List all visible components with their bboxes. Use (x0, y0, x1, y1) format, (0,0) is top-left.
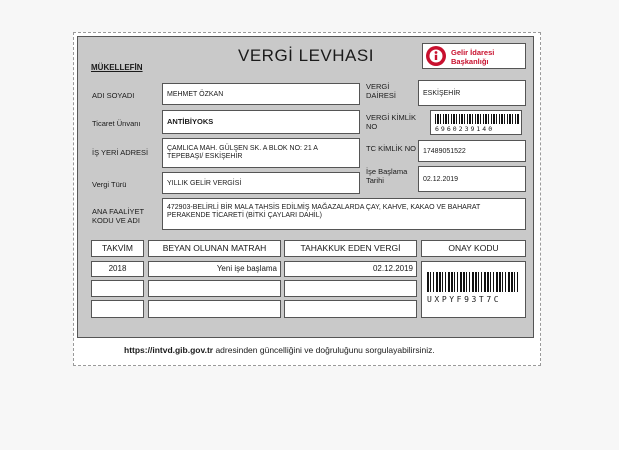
vergi-turu-label: Vergi Türü (92, 180, 127, 189)
isyeri-adresi-label: İŞ YERİ ADRESİ (92, 148, 149, 157)
faaliyet-label: ANA FAALİYET KODU VE ADI (92, 207, 144, 225)
row3-takvim (91, 300, 144, 318)
row1-takvim: 2018 (91, 261, 144, 277)
row3-tahakkuk (284, 300, 417, 318)
footer-note (124, 345, 435, 355)
ticaret-unvani-value: ANTİBİYOKS (162, 110, 360, 134)
vergi-dairesi-value: ESKİŞEHİR (418, 80, 526, 106)
isyeri-adresi-value: ÇAMLICA MAH. GÜLŞEN SK. A BLOK NO: 21 A TEPEBAŞI/ ESKİŞEHİR (162, 138, 360, 168)
barcode-icon (435, 114, 519, 124)
footer-url[interactable]: https://intvd.gib.gov.tr (124, 345, 214, 355)
vergi-kimlik-label: VERGİ KİMLİK NO (366, 113, 417, 131)
gib-logo-text: Gelir İdaresi Başkanlığı (451, 48, 495, 66)
header-takvim: TAKVİM (91, 240, 144, 257)
onay-barcode-icon (427, 272, 520, 292)
section-label: MÜKELLEFİN (91, 63, 143, 72)
onay-kodu-value: UXPYF93T7C (427, 295, 502, 304)
row2-takvim (91, 280, 144, 297)
gib-logo-icon (426, 46, 446, 66)
gib-logo (422, 43, 526, 69)
onay-kodu-box (421, 261, 526, 318)
row2-matrah (148, 280, 281, 297)
tc-kimlik-value: 17489051522 (418, 140, 526, 162)
row3-matrah (148, 300, 281, 318)
vergi-dairesi-label: VERGİ DAİRESİ (366, 82, 397, 100)
adi-soyadi-label: ADI SOYADI (92, 91, 135, 100)
ise-baslama-label: İşe Başlama Tarihi (366, 167, 408, 185)
ise-baslama-value: 02.12.2019 (418, 166, 526, 192)
footer-text: adresinden güncelliğini ve doğruluğunu sorgulayabilirsiniz. (213, 345, 435, 355)
header-matrah: BEYAN OLUNAN MATRAH (148, 240, 281, 257)
adi-soyadi-value: MEHMET ÖZKAN (162, 83, 360, 105)
tc-kimlik-label: TC KİMLİK NO (366, 144, 417, 153)
header-tahakkuk: TAHAKKUK EDEN VERGİ (284, 240, 417, 257)
vergi-turu-value: YILLIK GELİR VERGİSİ (162, 172, 360, 194)
page-title: VERGİ LEVHASI (238, 46, 374, 65)
row2-tahakkuk (284, 280, 417, 297)
header-onay-kodu: ONAY KODU (421, 240, 526, 257)
row1-matrah: Yeni işe başlama (148, 261, 281, 277)
row1-tahakkuk: 02.12.2019 (284, 261, 417, 277)
vergi-kimlik-value: 6960239140 (435, 125, 495, 133)
ticaret-unvani-label: Ticaret Ünvanı (92, 119, 141, 128)
faaliyet-value: 472903-BELİRLİ BİR MALA TAHSİS EDİLMİŞ MAĞAZALARDA ÇAY, KAHVE, KAKAO VE BAHARAT PERAKENDE TİCARETİ (BİTKİ ÇAYLARI DAHİL) (162, 198, 526, 230)
vergi-kimlik-barcode (430, 110, 522, 135)
